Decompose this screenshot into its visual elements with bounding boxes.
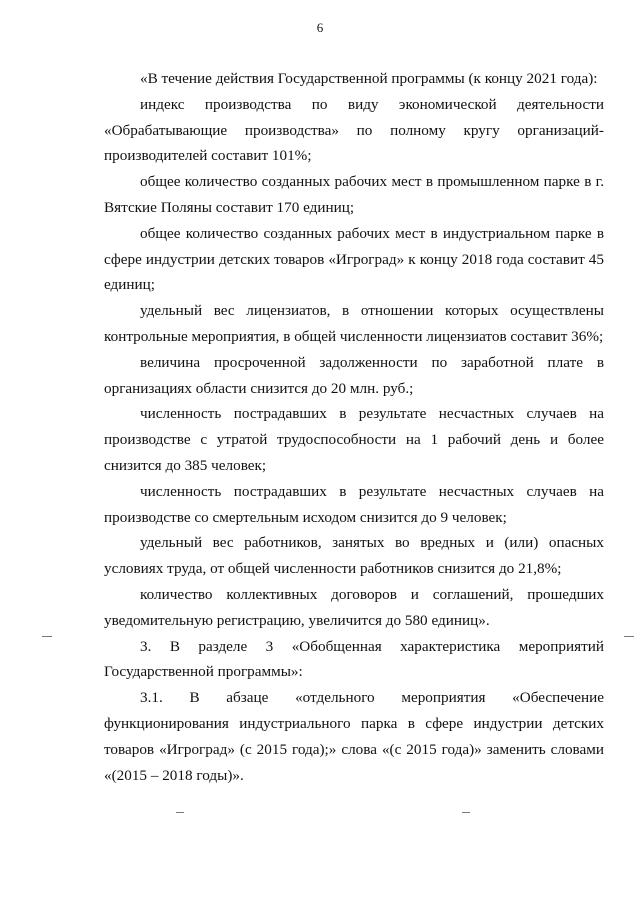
document-body [104, 66, 604, 788]
paragraph-igrograd-jobs: общее количество созданных рабочих мест в индустриальном парке в сфере индустрии детских товаров «Игроград» к концу 2018 года составит 45 единиц; [104, 224, 604, 294]
scan-mark-bottom-right [462, 812, 470, 813]
paragraph-industrial-park-jobs: общее количество созданных рабочих мест в промышленном парке в г. Вятские Поляны составит 170 единиц; [104, 173, 604, 216]
paragraph-licensees-share: удельный вес лицензиатов, в отношении которых осуществлены контрольные мероприятия, в общей численности лицензиатов составит 36%; [104, 302, 604, 345]
paragraph-injured-fatal: численность пострадавших в результате несчастных случаев на производстве со смертельным исходом снизится до 9 человек; [104, 482, 604, 526]
paragraph-section-3: 3. В разделе 3 «Обобщенная характеристика мероприятий Государственной программы»: [104, 637, 604, 681]
paragraph-wage-arrears: величина просроченной задолженности по заработной плате в организациях области снизится до 20 млн. руб.; [104, 353, 604, 397]
paragraph-injured-disability: численность пострадавших в результате несчастных случаев на производстве с утратой трудоспособности на 1 рабочий день и более снизится до 385 человек; [104, 405, 604, 474]
page-number: 6 [316, 20, 324, 35]
paragraph-program-period: «В течение действия Государственной программы (к концу 2021 года): [140, 70, 598, 87]
paragraph-section-3-1: 3.1. В абзаце «отдельного мероприятия «Обеспечение функционирования индустриального парка в сфере индустрии детских товаров «Игроград» (с 2015 года);» слова «(с 2015 года)» заменить словами «(2015 – 2018 годы)». [104, 689, 604, 784]
paragraph-production-index: индекс производства по виду экономической деятельности «Обрабатывающие производства» по полному кругу организаций-производителей составит 101%; [104, 95, 604, 165]
scan-mark-left [42, 636, 52, 637]
scan-mark-right [624, 636, 634, 637]
paragraph-harmful-conditions: удельный вес работников, занятых во вредных и (или) опасных условиях труда, от общей численности работников снизится до 21,8%; [104, 534, 604, 578]
scan-mark-bottom-left [176, 812, 184, 813]
paragraph-collective-agreements: количество коллективных договоров и соглашений, прошедших уведомительную регистрацию, увеличится до 580 единиц». [104, 585, 604, 629]
